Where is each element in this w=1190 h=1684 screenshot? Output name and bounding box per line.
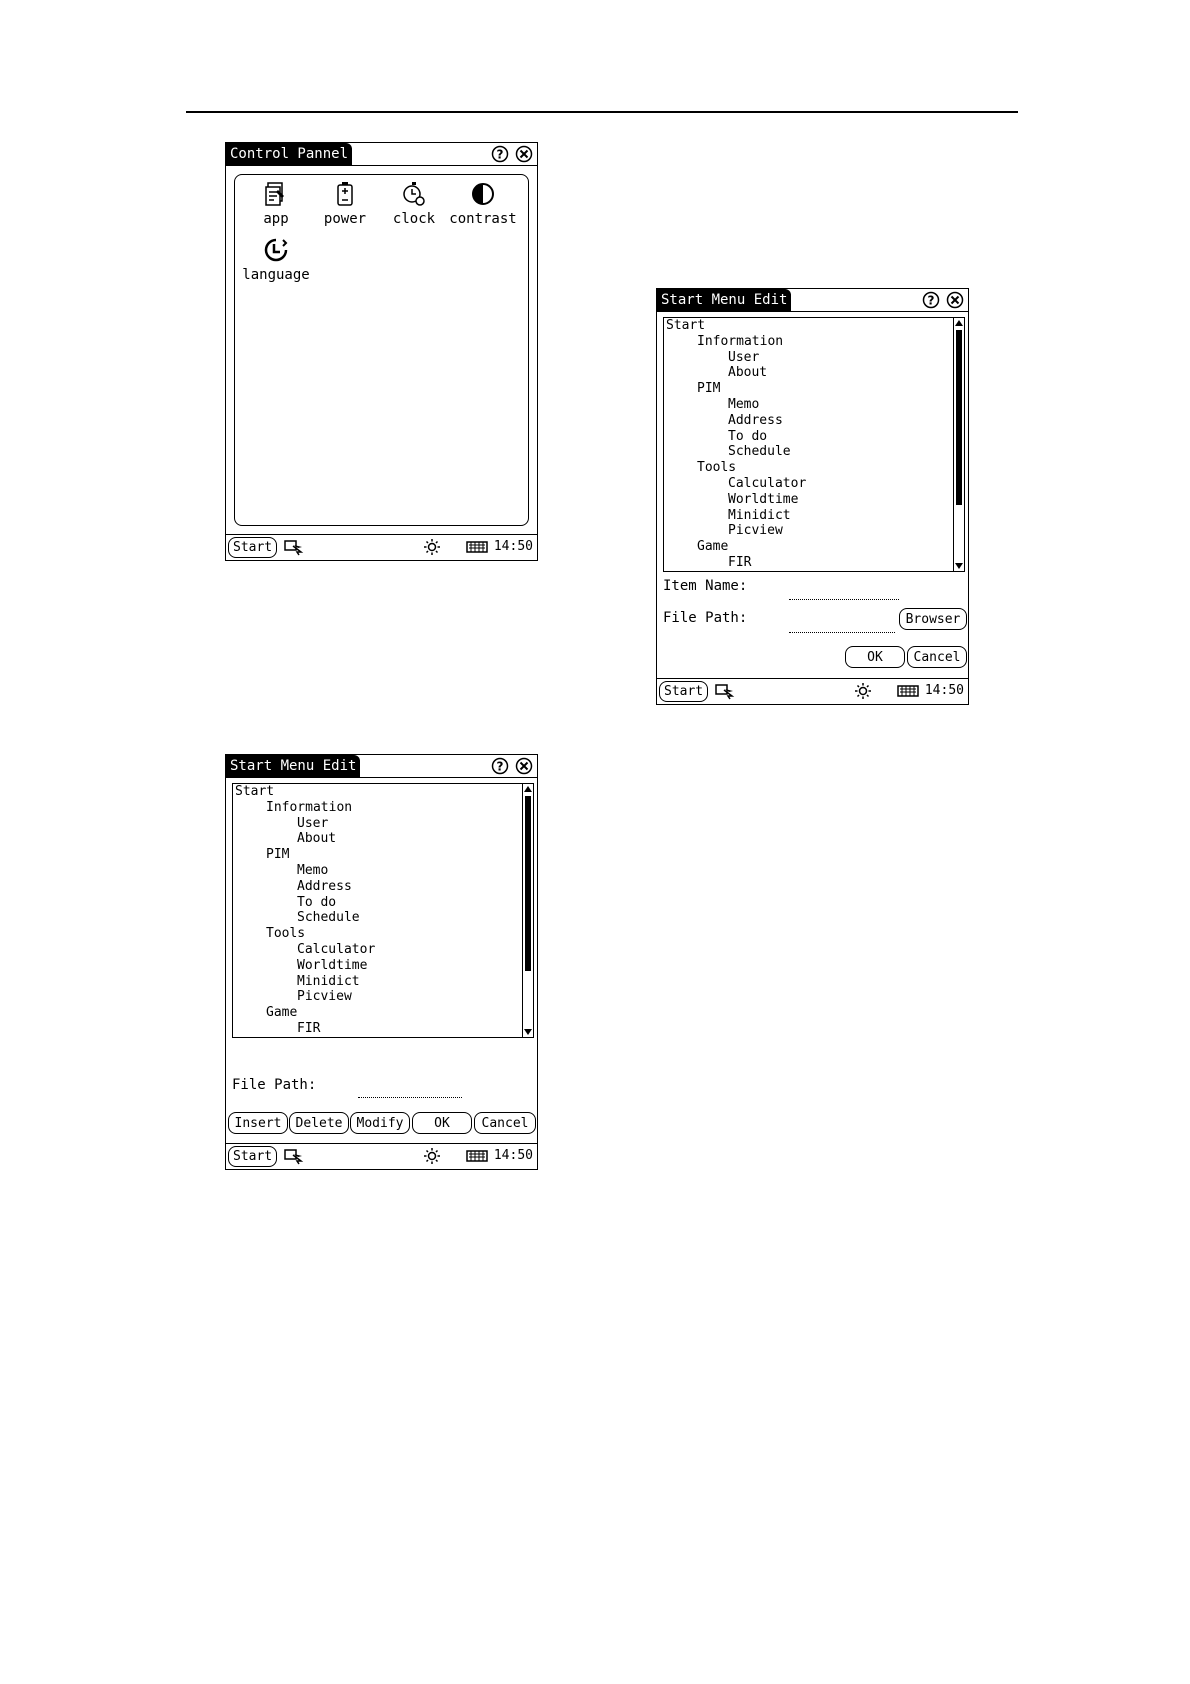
control-item-language[interactable] [241,237,311,283]
tree-item[interactable]: Worldtime [728,491,799,507]
start-menu-edit-content [657,312,968,679]
control-item-label: language [242,267,310,283]
item-name-input[interactable] [789,599,899,600]
tree-item[interactable]: Minidict [728,507,791,523]
clock-time: 14:50 [493,539,533,554]
tree-item[interactable]: User [297,815,329,831]
taskbar [657,678,968,704]
delete-button[interactable]: Delete [289,1112,349,1134]
start-menu-edit-content [226,778,537,1144]
tree-item[interactable]: Information [697,333,784,349]
tree-item[interactable]: Tools [266,926,306,942]
taskbar [226,534,537,560]
ok-button[interactable]: OK [412,1112,472,1134]
tree-item[interactable]: Worldtime [297,957,368,973]
contrast-icon [470,181,496,207]
app-icon [264,181,288,207]
page-header-rule [186,111,1018,113]
tree-item[interactable]: Picview [728,523,783,539]
window-switch-icon[interactable] [284,538,304,556]
tree-item[interactable]: About [297,831,337,847]
title-bar [226,143,537,166]
clock-time: 14:50 [493,1148,533,1163]
tree-scrollbar[interactable] [953,318,964,571]
file-path-input[interactable] [789,632,895,633]
control-panel-items [234,174,529,526]
brightness-icon[interactable] [422,1147,442,1165]
menu-tree[interactable] [663,317,965,572]
insert-button[interactable]: Insert [228,1112,288,1134]
cancel-button[interactable]: Cancel [907,646,967,668]
tree-item[interactable]: FIR [728,554,752,570]
taskbar [226,1143,537,1169]
close-icon[interactable] [515,757,533,775]
file-path-label: File Path: [663,610,748,626]
brightness-icon[interactable] [422,538,442,556]
window-switch-icon[interactable] [284,1147,304,1165]
control-item-clock[interactable] [379,181,449,227]
close-icon[interactable] [515,145,533,163]
control-item-label: app [263,211,289,227]
control-item-app[interactable] [241,181,311,227]
item-name-label: Item Name: [663,578,748,594]
tree-item[interactable]: Schedule [728,444,791,460]
tree-item[interactable]: To do [297,894,337,910]
tree-item[interactable]: Address [297,878,352,894]
language-icon [263,237,289,263]
tree-item[interactable]: Calculator [297,941,376,957]
control-item-power[interactable] [310,181,380,227]
tree-item[interactable]: Minidict [297,973,360,989]
scroll-down-icon[interactable] [524,1029,532,1035]
tree-item[interactable]: Schedule [297,910,360,926]
file-path-input[interactable] [358,1097,462,1098]
tree-scrollbar[interactable] [522,784,533,1037]
tree-item[interactable]: FIR [297,1020,321,1036]
control-item-contrast[interactable] [448,181,518,227]
title-bar [657,289,968,312]
browser-button[interactable]: Browser [899,608,967,630]
menu-tree[interactable] [232,783,534,1038]
window-switch-icon[interactable] [715,682,735,700]
tree-item[interactable]: Start [235,784,275,799]
keyboard-icon[interactable] [466,538,488,556]
tree-item[interactable]: Memo [297,862,329,878]
clock-icon [401,181,427,207]
scroll-up-icon[interactable] [524,786,532,792]
help-icon[interactable] [491,757,509,775]
tree-item[interactable]: PIM [697,381,721,397]
window-title: Control Pannel [226,143,352,165]
start-menu-edit-window [656,288,969,705]
tree-item[interactable]: Picview [297,989,352,1005]
tree-item[interactable]: Calculator [728,475,807,491]
tree-item[interactable]: Information [266,799,353,815]
tree-item[interactable]: User [728,349,760,365]
tree-item[interactable]: Address [728,412,783,428]
title-bar [226,755,537,778]
control-item-label: contrast [449,211,517,227]
modify-button[interactable]: Modify [350,1112,410,1134]
scroll-thumb[interactable] [956,330,962,505]
brightness-icon[interactable] [853,682,873,700]
scroll-down-icon[interactable] [955,563,963,569]
start-button[interactable]: Start [228,537,277,558]
control-panel-window [225,142,538,561]
keyboard-icon[interactable] [897,682,919,700]
tree-item[interactable]: Memo [728,396,760,412]
scroll-up-icon[interactable] [955,320,963,326]
start-button[interactable]: Start [659,681,708,702]
help-icon[interactable] [922,291,940,309]
start-menu-edit-window [225,754,538,1170]
tree-item[interactable]: To do [728,428,768,444]
tree-item[interactable]: Start [666,318,706,333]
help-icon[interactable] [491,145,509,163]
tree-item[interactable]: Game [697,539,729,555]
keyboard-icon[interactable] [466,1147,488,1165]
control-panel-content [226,166,537,534]
window-title: Start Menu Edit [226,755,360,777]
file-path-label: File Path: [232,1077,317,1093]
power-icon [333,181,357,207]
clock-time: 14:50 [924,683,964,698]
cancel-button[interactable]: Cancel [474,1112,536,1134]
svg-text:?: ? [496,147,504,162]
window-title: Start Menu Edit [657,289,791,311]
control-item-label: power [323,211,367,227]
tree-item[interactable]: Tools [697,460,737,476]
tree-item[interactable]: PIM [266,847,290,863]
svg-text:?: ? [927,293,935,308]
close-icon[interactable] [946,291,964,309]
tree-item[interactable]: Game [266,1005,298,1021]
start-button[interactable]: Start [228,1146,277,1167]
ok-button[interactable]: OK [845,646,905,668]
svg-text:?: ? [496,759,504,774]
control-item-label: clock [392,211,436,227]
scroll-thumb[interactable] [525,796,531,971]
tree-item[interactable]: About [728,365,768,381]
